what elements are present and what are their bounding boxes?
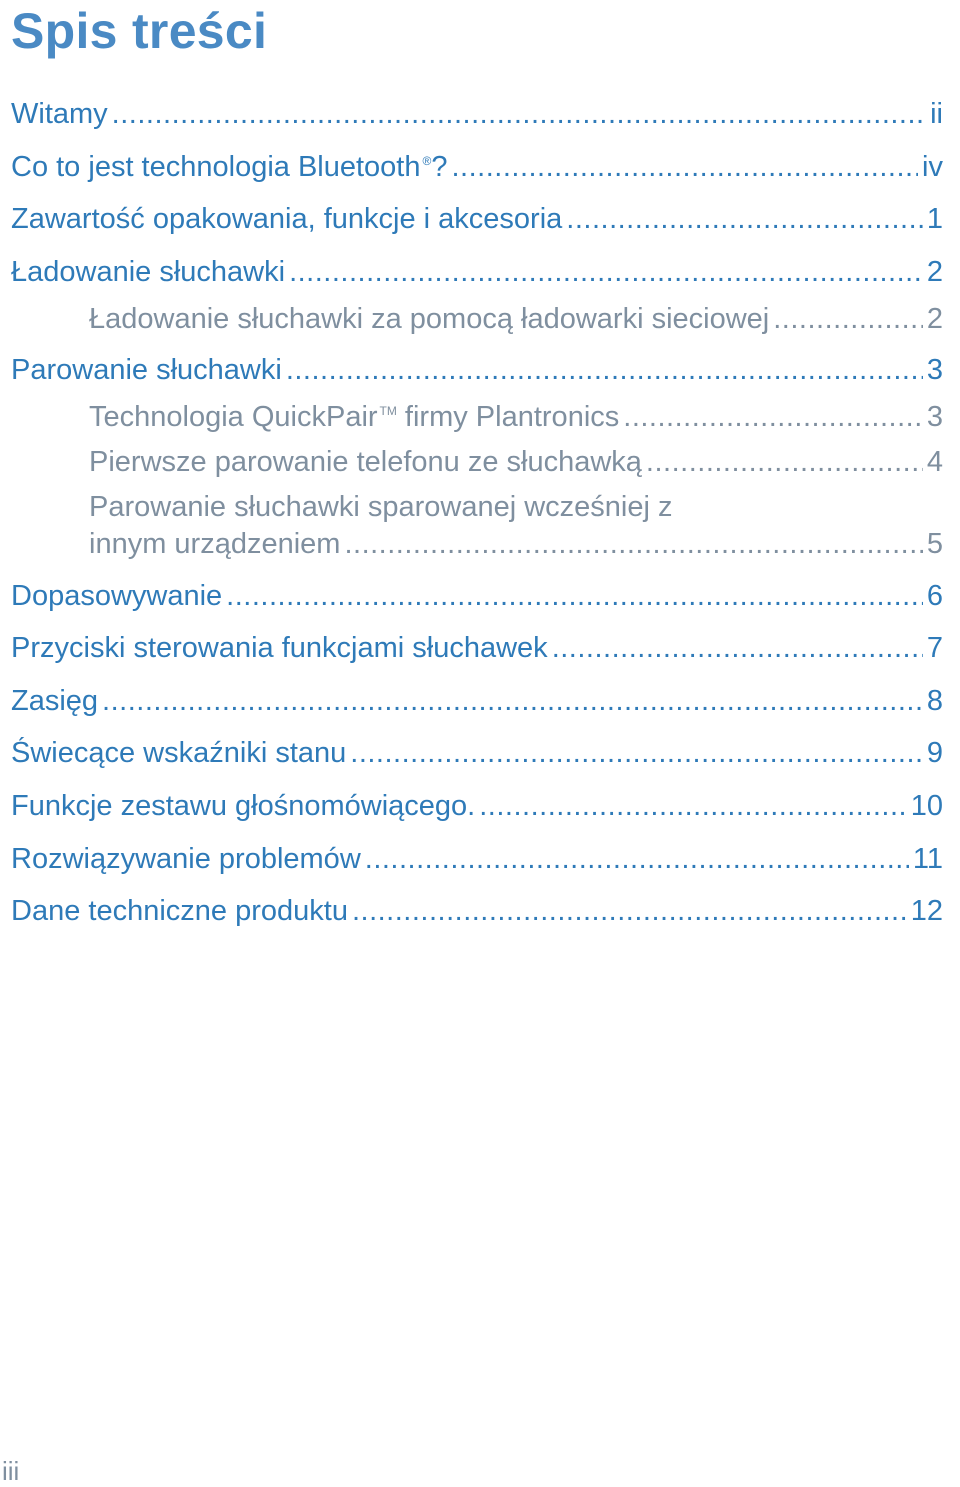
registered-mark: ® xyxy=(422,154,432,169)
toc-page-number: 12 xyxy=(910,895,943,927)
toc-entry[interactable] xyxy=(11,354,943,387)
toc-page-number: 6 xyxy=(926,580,943,612)
toc-entry-label: Witamy xyxy=(11,98,108,130)
toc-entry-label: Rozwiązywanie problemów xyxy=(11,843,361,875)
toc-entry-label: Ładowanie słuchawki za pomocą ładowarki sieciowej xyxy=(89,303,770,335)
toc-entry[interactable] xyxy=(11,203,943,236)
toc-subentry-line1[interactable]: Parowanie słuchawki sparowanej wcześniej z xyxy=(89,491,673,523)
toc-entry[interactable] xyxy=(11,256,943,289)
toc-entry-label: Co to jest technologia Bluetooth ®? xyxy=(11,151,448,183)
toc-entry[interactable] xyxy=(11,632,943,665)
toc-entry[interactable] xyxy=(11,580,943,613)
toc-entry-label: Dopasowywanie xyxy=(11,580,223,612)
toc-leader-dots xyxy=(552,632,923,665)
toc-page-number: 3 xyxy=(926,354,943,386)
toc-page-number: 11 xyxy=(912,843,943,875)
toc-entry[interactable] xyxy=(11,685,943,718)
toc-leader-dots xyxy=(226,580,923,613)
toc-entry[interactable] xyxy=(11,843,943,876)
toc-page-number: 1 xyxy=(926,203,943,235)
toc-leader-dots xyxy=(365,843,909,876)
toc-subentry[interactable] xyxy=(89,401,943,434)
toc-leader-dots xyxy=(566,203,923,236)
toc-page-number: 3 xyxy=(926,401,943,433)
toc-leader-dots xyxy=(286,354,923,387)
toc-entry-label: Dane techniczne produktu xyxy=(11,895,348,927)
toc-page-number: ii xyxy=(930,98,943,130)
toc-entry-label: Funkcje zestawu głośnomówiącego. xyxy=(11,790,476,822)
toc-page-number: 10 xyxy=(910,790,943,822)
toc-entry-label: Zawartość opakowania, funkcje i akcesoria xyxy=(11,203,563,235)
toc-leader-dots xyxy=(773,303,923,336)
toc-page-number: iv xyxy=(922,151,943,183)
toc-entry-label: Zasięg xyxy=(11,685,99,717)
toc-leader-dots xyxy=(102,685,923,718)
toc-subentry[interactable] xyxy=(89,303,943,336)
toc-page-number: 9 xyxy=(926,737,943,769)
toc-entry-label: Technologia QuickPair ™ firmy Plantronics xyxy=(89,401,620,433)
toc-subentry[interactable] xyxy=(89,528,943,561)
toc-entry[interactable] xyxy=(11,98,943,131)
toc-entry-label: Ładowanie słuchawki xyxy=(11,256,286,288)
trademark-mark: TM xyxy=(379,404,397,419)
toc-leader-dots xyxy=(646,446,923,479)
toc-entry[interactable] xyxy=(11,895,943,928)
toc-page-number: 7 xyxy=(926,632,943,664)
page-title: Spis treści xyxy=(11,3,268,59)
toc-page-number: 4 xyxy=(926,446,943,478)
footer-page-number: iii xyxy=(2,1456,20,1486)
toc-leader-dots xyxy=(344,528,922,561)
toc-page-number: 8 xyxy=(926,685,943,717)
toc-entry[interactable] xyxy=(11,151,943,184)
toc-leader-dots xyxy=(350,737,923,770)
toc-page-number: 5 xyxy=(926,528,943,560)
toc-entry[interactable] xyxy=(11,790,943,823)
toc-page-number: 2 xyxy=(926,303,943,335)
toc-entry-label: Przyciski sterowania funkcjami słuchawek xyxy=(11,632,548,664)
toc-subentry[interactable] xyxy=(89,446,943,479)
toc-leader-dots xyxy=(451,151,918,184)
toc-leader-dots xyxy=(623,401,923,434)
toc-entry-label: innym urządzeniem xyxy=(89,528,341,560)
toc-leader-dots xyxy=(289,256,923,289)
toc-entry-label: Pierwsze parowanie telefonu ze słuchawką xyxy=(89,446,642,478)
toc-entry-label: Parowanie słuchawki xyxy=(11,354,282,386)
toc-page-number: 2 xyxy=(926,256,943,288)
toc-leader-dots xyxy=(479,790,906,823)
toc-entry-label: Świecące wskaźniki stanu xyxy=(11,737,347,769)
toc-leader-dots xyxy=(112,98,926,131)
toc-entry[interactable] xyxy=(11,737,943,770)
toc-leader-dots xyxy=(352,895,907,928)
